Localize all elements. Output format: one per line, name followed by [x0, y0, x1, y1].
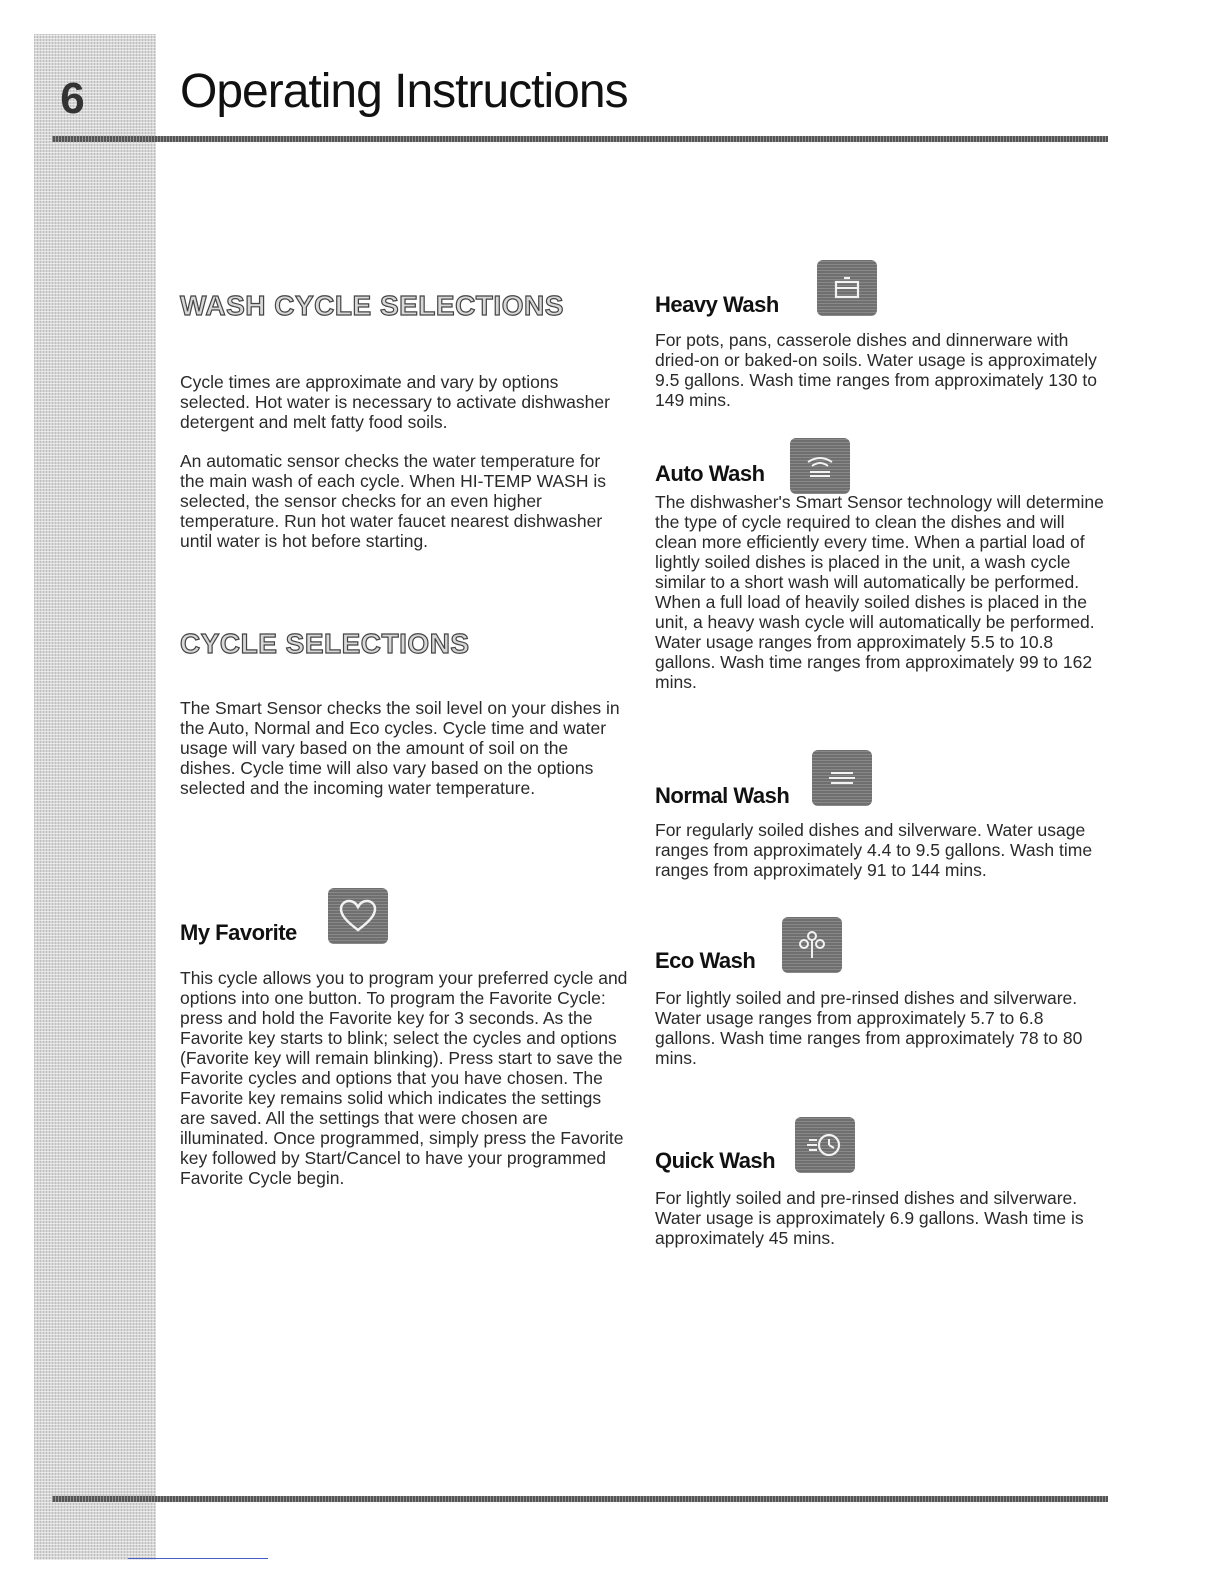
clock-icon [795, 1117, 855, 1173]
pot-icon [817, 260, 877, 316]
footer-underline [128, 1558, 268, 1559]
auto-wash-text: The dishwasher's Smart Sensor technology will determine the type of cycle required to clean the dishes and will clean more efficiently every time. When a partial load of lightly soiled dishes is placed in the unit, a wash cycle similar to a short wash will automatically be performed. When a full load of heavily soiled dishes is placed in the unit, a heavy wash cycle will automatically be performed. Water usage ranges from approximately 5.5 to 10.8 gallons. Wash time ranges from approximately 99 to 162 mins. [655, 492, 1104, 692]
eco-wash-text: For lightly soiled and pre-rinsed dishes and silverware. Water usage ranges from approximately 5.7 to 6.8 gallons. Wash time ranges from approximately 78 to 80 mins. [655, 988, 1083, 1068]
wash-cycle-sensor-paragraph: An automatic sensor checks the water temperature for the main wash of each cycle. When HI-TEMP WASH is selected, the sensor checks for an even higher temperature. Run hot water faucet nearest dishwasher until water is hot before starting. [180, 451, 606, 551]
heavy-wash-title: Heavy Wash [655, 292, 779, 317]
leaf-icon [782, 917, 842, 973]
header-rule [52, 136, 1108, 142]
footer-rule [52, 1496, 1108, 1502]
heavy-wash-text: For pots, pans, casserole dishes and dinnerware with dried-on or baked-on soils. Water usage is approximately 9.5 gallons. Wash time ranges from approximately 130 to 149 mins. [655, 330, 1097, 410]
eco-wash-title: Eco Wash [655, 948, 756, 973]
page-title: Operating Instructions [180, 65, 628, 118]
quick-wash-text: For lightly soiled and pre-rinsed dishes and silverware. Water usage is approximately 6.9 gallons. Wash time is approximately 45 mins. [655, 1188, 1084, 1248]
my-favorite-text: This cycle allows you to program your preferred cycle and options into one button. To program the Favorite Cycle: press and hold the Favorite key for 3 seconds. As the Favorite key starts to blink; select the cycles and options (Favorite key will remain blinking). Press start to save the Favorite cycles and options that you have chosen. The Favorite key remains solid which indicates the settings are saved. All the settings that were chosen are illuminated. Once programmed, simply press the Favorite key followed by Start/Cancel to have your programmed Favorite Cycle begin. [180, 968, 628, 1188]
auto-wash-title: Auto Wash [655, 461, 765, 486]
heart-icon [328, 888, 388, 944]
cycle-selections-paragraph: The Smart Sensor checks the soil level on your dishes in the Auto, Normal and Eco cycles. Cycle time and water usage will vary based on the amount of soil on the dishes. Cycle time will also vary based on the options selected and the incoming water temperature. [180, 698, 620, 798]
wash-cycle-selections-heading: WASH CYCLE SELECTIONS [180, 290, 564, 321]
side-strip [34, 34, 156, 1560]
wash-cycle-intro-paragraph: Cycle times are approximate and vary by options selected. Hot water is necessary to activate dishwasher detergent and melt fatty food soils. [180, 372, 610, 432]
page-number: 6 [60, 74, 84, 123]
normal-wash-title: Normal Wash [655, 783, 790, 808]
plates-icon [812, 750, 872, 806]
sensor-icon [790, 438, 850, 494]
quick-wash-title: Quick Wash [655, 1148, 776, 1173]
my-favorite-title: My Favorite [180, 920, 297, 945]
normal-wash-text: For regularly soiled dishes and silverware. Water usage ranges from approximately 4.4 to 9.5 gallons. Wash time ranges from approximately 91 to 144 mins. [655, 820, 1093, 880]
cycle-selections-heading: CYCLE SELECTIONS [180, 628, 470, 659]
